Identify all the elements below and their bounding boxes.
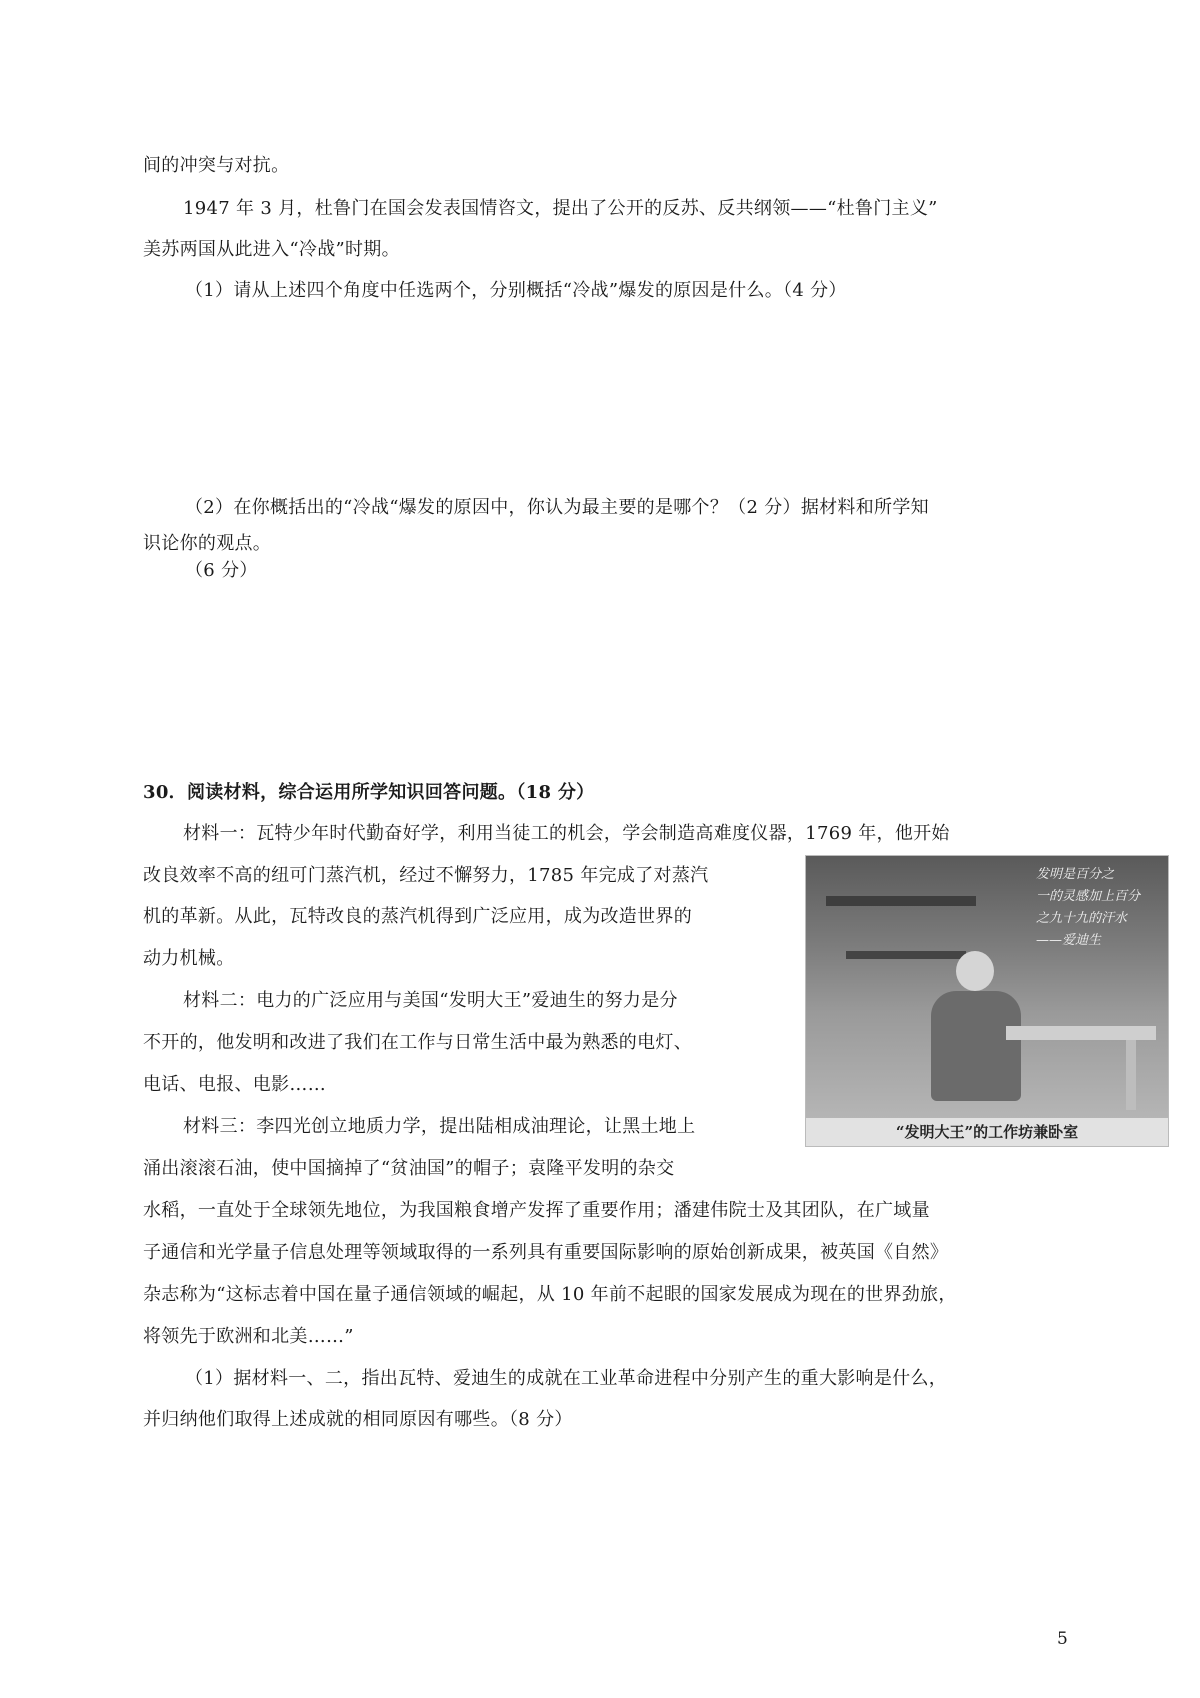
text-line: 子通信和光学量子信息处理等领域取得的一系列具有重要国际影响的原始创新成果，被英国《自然》 [143,1242,949,1263]
edison-workshop-photo [805,855,1169,1147]
photo-caption: “发明大王”的工作坊兼卧室 [806,1118,1168,1146]
text-line: 识论你的观点。 [143,533,272,554]
text-line: 水稻，一直处于全球领先地位，为我国粮食增产发挥了重要作用；潘建伟院士及其团队，在广域量 [143,1200,930,1221]
text-line: 并归纳他们取得上述成就的相同原因有哪些。（8 分） [143,1409,573,1430]
text-line: 机的革新。从此，瓦特改良的蒸汽机得到广泛应用，成为改造世界的 [143,906,692,927]
text-line: 涌出滚滚石油，使中国摘掉了“贫油国”的帽子；袁隆平发明的杂交 [143,1158,675,1179]
question-1: （1）请从上述四个角度中任选两个，分别概括“冷战”爆发的原因是什么。（4 分） [185,280,847,301]
text-line: 将领先于欧洲和北美……” [143,1326,354,1347]
photo-scene [806,856,1168,1118]
material-3: 材料三：李四光创立地质力学，提出陆相成油理论，让黑土地上 [183,1116,696,1137]
text-line: 间的冲突与对抗。 [143,155,290,176]
text-line: 不开的，他发明和改进了我们在工作与日常生活中最为熟悉的电灯、 [143,1032,692,1053]
photo-quote: 发明是百分之 一的灵感加上百分 之九十九的汗水 ——爱迪生 [1036,867,1141,948]
text-line: 1947 年 3 月，杜鲁门在国会发表国情咨文，提出了公开的反苏、反共纲领——“杜鲁门主义” [183,198,938,219]
text-line: 电话、电报、电影…… [143,1074,326,1095]
photo-shelf [826,896,976,906]
section-heading-30: 30．阅读材料，综合运用所学知识回答问题。（18 分） [143,782,595,803]
text-line: 改良效率不高的纽可门蒸汽机，经过不懈努力，1785 年完成了对蒸汽 [143,865,709,886]
text-line: 美苏两国从此进入“冷战”时期。 [143,239,400,260]
text-line: 杂志称为“这标志着中国在量子通信领域的崛起，从 10 年前不起眼的国家发展成为现在的世界劲旅， [143,1284,957,1305]
question-2: （2）在你概括出的“冷战“爆发的原因中，你认为最主要的是哪个？（2 分）据材料和所学知 [185,497,929,518]
photo-figure-body [931,991,1021,1101]
question-3: （1）据材料一、二，指出瓦特、爱迪生的成就在工业革命进程中分别产生的重大影响是什么， [185,1368,948,1389]
text-line: （6 分） [185,560,258,581]
material-2: 材料二：电力的广泛应用与美国“发明大王”爱迪生的努力是分 [183,990,678,1011]
photo-desk [1006,1026,1156,1040]
photo-figure-head [956,951,994,991]
photo-desk-leg [1126,1040,1136,1110]
page-number: 5 [1057,1629,1068,1649]
material-1: 材料一：瓦特少年时代勤奋好学，利用当徒工的机会，学会制造高难度仪器，1769 年，他开始 [183,823,950,844]
photo-shelf [846,951,966,959]
text-line: 动力机械。 [143,948,235,969]
